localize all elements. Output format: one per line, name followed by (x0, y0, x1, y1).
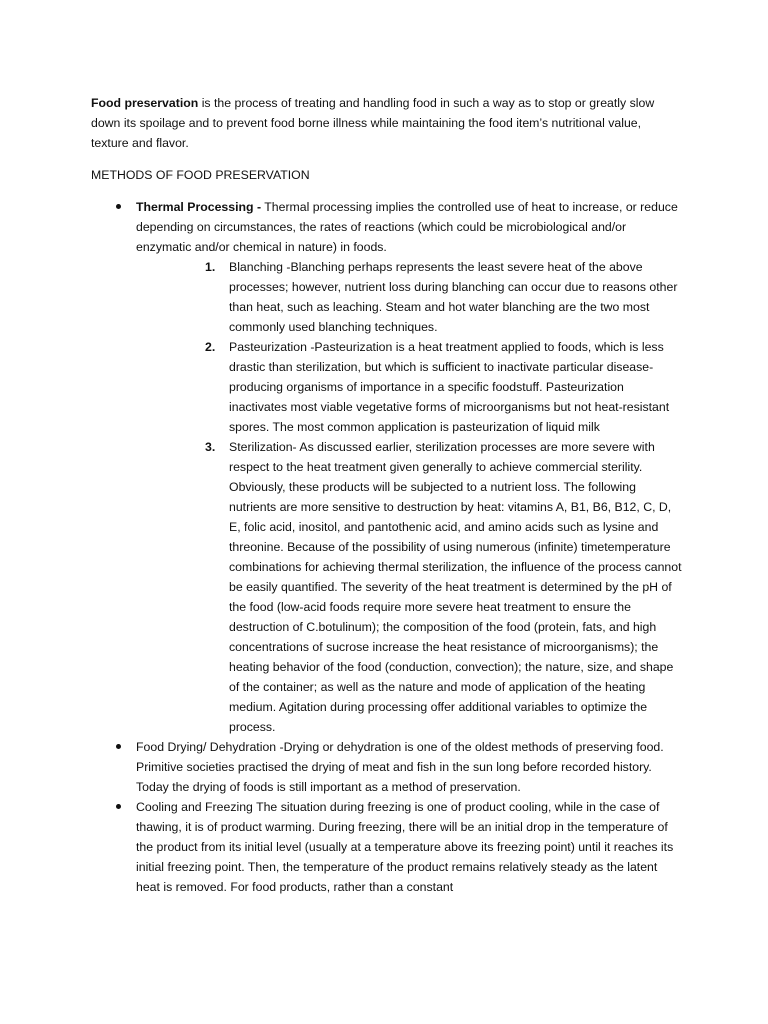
thermal-sublist (136, 257, 682, 737)
intro-text: is the process of treating and handling food in such a way as to stop or greatly slow down its spoilage and to prevent food borne illness while maintaining the food item’s nutritional value, texture and flavor. (91, 96, 655, 150)
intro-paragraph (91, 93, 682, 153)
sub-item-text: Blanching -Blanching perhaps represents the least severe heat of the above processes; however, nutrient loss during blanching can occur due to reasons other than heat, such as leaching. Steam and hot water blanching are the two most commonly used blanching techniques. (229, 260, 678, 334)
thermal-text: Thermal processing implies the controlled use of heat to increase, or reduce depending on circumstances, the rates of reactions (which could be microbiological and/or enzymatic and/or chemical in nature) in foods. (136, 200, 678, 254)
list-item-cooling (91, 797, 682, 897)
sub-item-number: 1. (205, 260, 216, 274)
intro-term: Food preservation (91, 96, 199, 110)
cooling-text: Cooling and Freezing The situation during freezing is one of product cooling, while in the case of thawing, it is of product warming. During freezing, there will be an initial drop in the temperature of the product from its initial level (usually at a temperature above its freezing point) until it reaches its initial freezing point. Then, the temperature of the product remains relatively steady as the latent heat is removed. For food products, rather than a constant (136, 800, 674, 894)
sub-item-text: Pasteurization -Pasteurization is a heat treatment applied to foods, which is less drastic than sterilization, but which is sufficient to inactivate particular disease-producing organisms of importance in a specific foodstuff. Pasteurization inactivates most viable vegetative forms of microorganisms but not heat-resistant spores. The most common application is pasteurization of liquid milk (229, 340, 670, 434)
section-heading: METHODS OF FOOD PRESERVATION (91, 168, 310, 182)
methods-list (91, 197, 682, 897)
sub-item-number: 3. (205, 440, 216, 454)
sub-item-pasteurization (205, 337, 682, 437)
list-item-drying (91, 737, 682, 797)
sub-item-sterilization (205, 437, 682, 737)
thermal-term: Thermal Processing - (136, 200, 262, 214)
drying-text: Food Drying/ Dehydration -Drying or dehydration is one of the oldest methods of preserving food. Primitive societies practised the drying of meat and fish in the sun long before recorded history. Today the drying of foods is still important as a method of preservation. (136, 740, 664, 794)
list-item-thermal (91, 197, 682, 737)
sub-item-number: 2. (205, 340, 216, 354)
sub-item-blanching (205, 257, 682, 337)
sub-item-text: Sterilization- As discussed earlier, sterilization processes are more severe with respect to the heat treatment given generally to achieve commercial sterility. Obviously, these products will be subjected to a nutrient loss. The following nutrients are more sensitive to destruction by heat: vitamins A, B1, B6, B12, C, D, E, folic acid, inositol, and pantothenic acid, and amino acids such as lysine and threonine. Because of the possibility of using numerous (infinite) timetemperature combinations for achieving thermal sterilization, the influence of the process cannot be easily quantified. The severity of the heat treatment is determined by the pH of the food (low-acid foods require more severe heat treatment to ensure the destruction of C.botulinum); the composition of the food (protein, fats, and high concentrations of sucrose increase the heat resistance of microorganisms); the heating behavior of the food (conduction, convection); the nature, size, and shape of the container; as well as the nature and mode of application of the heating medium. Agitation during processing offer additional variables to optimize the process. (229, 440, 682, 734)
